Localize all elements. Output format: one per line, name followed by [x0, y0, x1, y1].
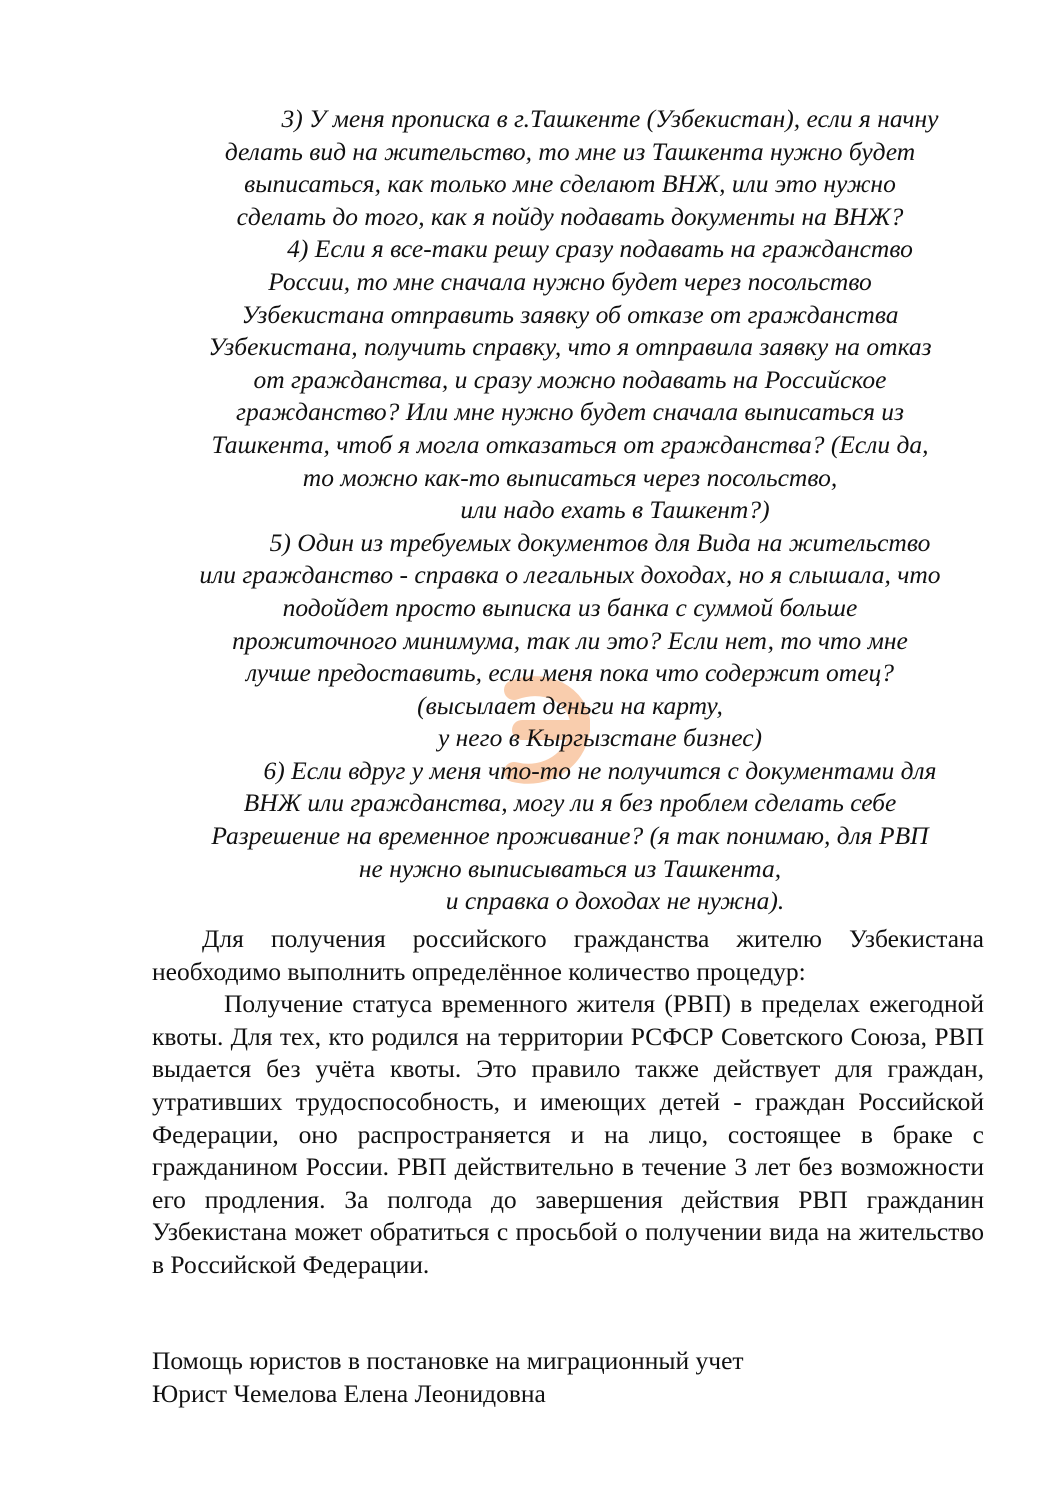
question-line: и справка о доходах не нужна). [445, 886, 785, 916]
answer-block [152, 923, 984, 1282]
question-line: Разрешение на временное проживание? (я так понимаю, для РВП [211, 821, 929, 851]
question-line: не нужно выписываться из Ташкента, [358, 853, 782, 883]
question-line: (высылает деньги на карту, [417, 690, 723, 720]
question-line: 6) Если вдруг у меня что-то не получится с документами для [263, 755, 937, 785]
question-line: то можно как-то выписаться через посольство, [302, 462, 838, 492]
question-line: 5) Один из требуемых документов для Вида на жительство [269, 527, 931, 557]
question-line: выписаться, как только мне сделают ВНЖ, или это нужно [244, 169, 896, 199]
question-line: или гражданство - справка о легальных доходах, но я слышала, что [199, 560, 941, 590]
footer-service-line: Помощь юристов в постановке на миграционный учет [152, 1346, 744, 1375]
question-line: Узбекистана, получить справку, что я отправила заявку на отказ [208, 332, 932, 362]
questions-block [150, 103, 990, 918]
question-line: у него в Кыргызстане бизнес) [437, 723, 763, 753]
answer-intro-paragraph: Для получения российского гражданства жителю Узбекистана необходимо выполнить определённое количество процедур: [152, 924, 984, 986]
footer-lawyer-name: Юрист Чемелова Елена Леонидовна [152, 1378, 546, 1408]
answer-body-paragraph: Получение статуса временного жителя (РВП) в пределах ежегодной квоты. Для тех, кто родился на территории РСФСР Советского Союза, РВП выдается без учёта квоты. Это правило также действует для граждан, утративших трудоспособность, и имеющих детей - граждан Российской Федерации, оно распространяется и на лицо, состоящее в браке с гражданином России. РВП действительно в течение 3 лет без возможности его продления. За полгода до завершения действия РВП гражданин Узбекистана может обратиться с просьбой о получении вида на жительство в Российской Федерации. [152, 989, 984, 1279]
question-line: сделать до того, как я пойду подавать документы на ВНЖ? [236, 201, 904, 231]
question-line: Узбекистана отправить заявку об отказе от гражданства [241, 299, 899, 329]
question-line: лучше предоставить, если меня пока что содержит отец? [245, 658, 895, 688]
question-line: делать вид на жительство, то мне из Ташкента нужно будет [224, 136, 916, 166]
question-line: прожиточного минимума, так ли это? Если нет, то что мне [232, 625, 908, 655]
question-line: подойдет просто выписка из банка с суммой больше [282, 592, 858, 622]
footer-block [152, 1345, 984, 1410]
question-line: или надо ехать в Ташкент?) [460, 495, 770, 525]
question-line: гражданство? Или мне нужно будет сначала выписаться из [236, 397, 904, 427]
question-line: 4) Если я все-таки решу сразу подавать на гражданство [287, 234, 913, 264]
question-line: 3) У меня прописка в г.Ташкенте (Узбекистан), если я начну [281, 104, 939, 133]
question-line: России, то мне сначала нужно будет через посольство [268, 266, 872, 296]
question-line: от гражданства, и сразу можно подавать на Российское [253, 364, 887, 394]
question-line: Ташкента, чтоб я могла отказаться от гражданства? (Если да, [211, 429, 929, 459]
question-line: ВНЖ или гражданства, могу ли я без проблем сделать себе [243, 788, 897, 818]
